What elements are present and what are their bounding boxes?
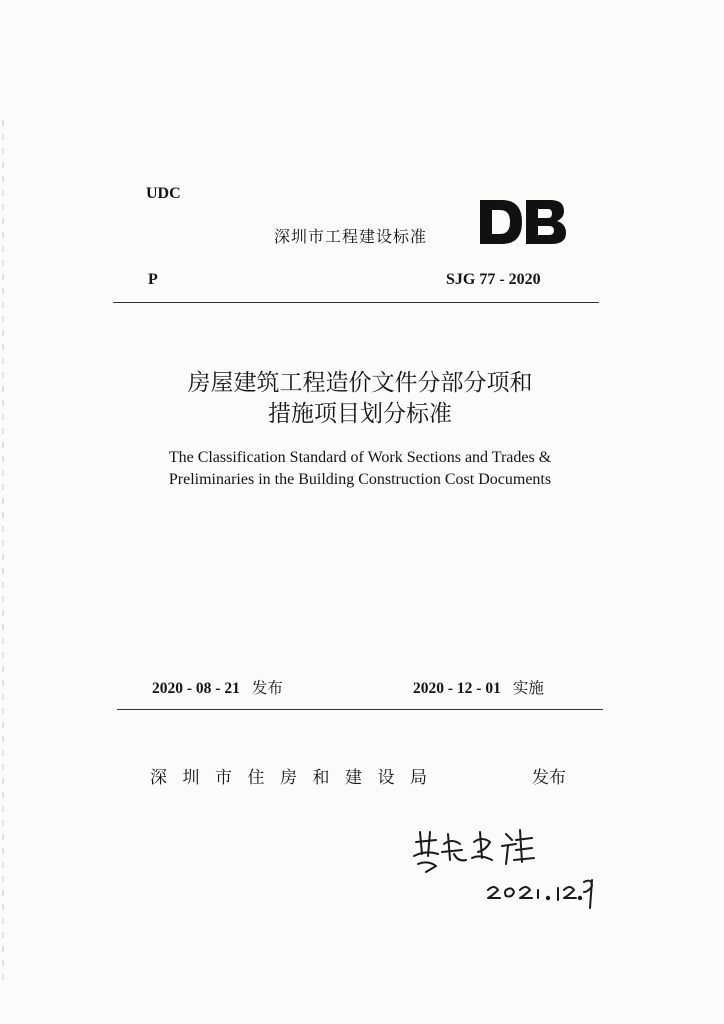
issuing-authority: 深圳市住房和建设局 <box>150 768 443 788</box>
chinese-title-line-1: 房屋建筑工程造价文件分部分项和 <box>187 370 533 396</box>
issuing-authority-suffix: 发布 <box>532 768 566 788</box>
classification-code: P <box>148 271 158 288</box>
scan-edge-artifact <box>2 120 4 980</box>
handwritten-signature <box>408 820 598 912</box>
chinese-title <box>120 368 600 430</box>
publish-date-row <box>152 676 283 698</box>
publish-label: 发布 <box>251 679 283 697</box>
udc-label: UDC <box>146 185 181 202</box>
header-divider <box>113 302 599 303</box>
footer-divider <box>117 709 603 710</box>
implement-date-row <box>413 676 544 698</box>
english-title-line-2: Preliminaries in the Building Construction Cost Documents <box>168 471 552 488</box>
standard-number: SJG 77 - 2020 <box>446 271 541 288</box>
db-logo <box>478 196 568 248</box>
english-title <box>120 447 600 491</box>
implement-label: 实施 <box>512 679 544 697</box>
publish-date: 2020 - 08 - 21 <box>152 680 240 697</box>
issuer-standard-series: 深圳市工程建设标准 <box>274 227 428 246</box>
english-title-line-1: The Classification Standard of Work Sections and Trades & <box>168 449 552 466</box>
chinese-title-line-2: 措施项目划分标准 <box>268 401 452 427</box>
implement-date: 2020 - 12 - 01 <box>413 680 501 697</box>
